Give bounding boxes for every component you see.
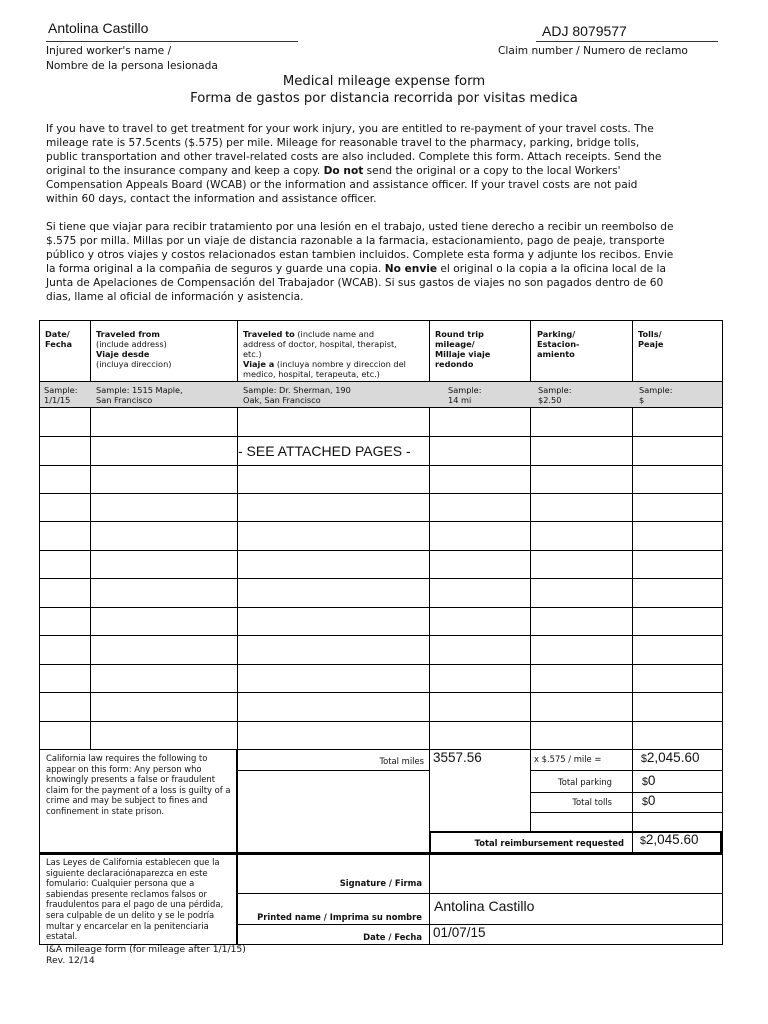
section-divider: [39, 852, 723, 855]
table-rule: [39, 607, 723, 608]
parking-total: [642, 773, 655, 788]
claim-number-value: ADJ 8079577: [542, 23, 627, 39]
table-rule: [39, 493, 723, 494]
col-header-text: (include name and: [294, 329, 375, 339]
total-tolls-label: Total tolls: [572, 797, 612, 807]
printed-name-label: Printed name / Imprima su nombre: [257, 912, 422, 922]
sample-text: 1/1/15: [44, 395, 71, 405]
col-header-text: Peaje: [638, 339, 664, 349]
table-rule: [530, 792, 722, 793]
table-rule: [39, 635, 723, 636]
intro-en-line: If you have to travel to get treatment for your work injury, you are entitled to re-payment of your travel costs. The: [46, 123, 654, 135]
intro-es-line: dias, llame al oficial de información y asistencia.: [46, 291, 304, 303]
sample-text: Sample:: [44, 385, 78, 395]
table-rule: [238, 893, 723, 894]
sample-parking: [538, 385, 571, 405]
miles-amount: [641, 750, 699, 765]
table-rule: [39, 407, 723, 408]
table-rule: [39, 749, 723, 750]
total-parking-label: Total parking: [558, 777, 612, 787]
footer-form-name: I&A mileage form (for mileage after 1/1/15): [46, 944, 246, 955]
tolls-total-value: 0: [647, 793, 656, 808]
intro-en-text: send the original or a copy to the local Workers': [363, 165, 621, 177]
sample-text: $2.50: [538, 395, 562, 405]
intro-es-text: el original o la copia a la oficina local de la: [437, 263, 666, 275]
table-rule: [39, 465, 723, 466]
worker-name-value: Antolina Castillo: [48, 20, 149, 36]
intro-en-line: mileage rate is 57.5cents ($.575) per mile. Mileage for reasonable travel to the pharmacy, parking, bridge tolls,: [46, 137, 640, 149]
table-rule: [39, 550, 723, 551]
title-en: Medical mileage expense form: [282, 74, 486, 89]
intro-en-line: public transportation and other travel-related costs are also included. Complete this form. Attach receipts. Send the: [46, 151, 662, 163]
intro-es-line: [46, 262, 718, 276]
table-border: [722, 320, 723, 749]
col-header-text: mileage/: [435, 339, 475, 349]
total-miles-label: Total miles: [379, 756, 424, 766]
legal-notice-es: Las Leyes de California establecen que la siguiente declaraciónaparezca en este fomulario: Cualquier persona que a sabiendas presente reclamos falsos or fraudulentos para el pago de una pérdida, sera culpable de un delito y se le podría multar y encarcelar en la penitenciaria estatal.: [46, 857, 224, 942]
dollar-sign: $: [641, 753, 647, 765]
total-reimbursement-value: 2,045.60: [645, 832, 699, 847]
col-header-parking: [537, 329, 579, 359]
sample-traveled-from: [96, 385, 183, 405]
dollar-sign: $: [642, 796, 648, 808]
intro-paragraph-en: [46, 122, 718, 206]
col-header-text: Date/: [45, 329, 70, 339]
table-rule: [39, 721, 723, 722]
total-reimbursement: [640, 832, 698, 847]
sample-text: Sample: 1515 Maple,: [96, 385, 183, 395]
claim-number-underline: [536, 41, 718, 42]
col-header-line: [243, 359, 406, 369]
sample-text: Sample:: [538, 385, 572, 395]
col-header-text: medico, hospital, terapeuta, etc.): [243, 369, 380, 379]
total-miles-value: 3557.56: [433, 750, 482, 765]
signature-label: Signature / Firma: [339, 878, 422, 888]
col-header-text: redondo: [435, 359, 474, 369]
sample-text: San Francisco: [96, 395, 153, 405]
table-border: [39, 749, 40, 945]
intro-en-line: [46, 164, 718, 178]
col-header-text: Millaje viaje: [435, 349, 491, 359]
sample-tolls: [639, 385, 672, 405]
intro-es-line: $.575 por milla. Millas por un viaje de distancia razonable a la farmacia, estacionamiento, pago de peaje, transporte: [46, 235, 665, 247]
col-header-text: Tolls/: [638, 329, 662, 339]
intro-es-text: la forma original a la compañia de seguros y guarde una copia.: [46, 263, 385, 275]
table-rule: [530, 770, 722, 771]
column-divider: [632, 749, 633, 853]
col-header-text: Parking/: [537, 329, 576, 339]
worker-name-label-en: Injured worker's name /: [46, 45, 172, 57]
printed-name-value: Antolina Castillo: [434, 898, 535, 914]
intro-es-line: Junta de Apelaciones de Compensación del Trabajador (WCAB). Si sus gastos de viajes no son pagados dentro de 60: [46, 277, 664, 289]
column-divider: [429, 831, 431, 853]
col-header-text: (include address): [96, 339, 167, 349]
col-header-text: Traveled from: [96, 329, 160, 339]
col-header-text: amiento: [537, 349, 575, 359]
date-value: 01/07/15: [433, 925, 486, 940]
col-header-round-trip: [435, 329, 490, 369]
worker-name-label-es: Nombre de la persona lesionada: [46, 60, 218, 72]
sample-text: $: [639, 395, 645, 405]
see-attached-pages: - SEE ATTACHED PAGES -: [238, 443, 411, 459]
col-header-text: address of doctor, hospital, therapist,: [243, 339, 397, 349]
dollar-sign: $: [640, 835, 646, 847]
total-reimbursement-label: Total reimbursement requested: [474, 838, 624, 848]
col-header-text: Round trip: [435, 329, 484, 339]
miles-amount-value: 2,045.60: [646, 750, 700, 765]
table-rule: [39, 578, 723, 579]
col-header-text: Traveled to: [243, 329, 295, 339]
claim-number-label: Claim number / Numero de reclamo: [498, 45, 688, 57]
col-header-text: Estacion-: [537, 339, 580, 349]
sample-text: Sample:: [639, 385, 673, 395]
date-label: Date / Fecha: [363, 932, 422, 942]
col-header-line: [243, 329, 406, 339]
col-header-date: [45, 329, 72, 349]
sample-text: Sample: Dr. Sherman, 190: [243, 385, 351, 395]
table-border: [39, 320, 723, 321]
col-header-tolls: [638, 329, 663, 349]
sample-date: [44, 385, 77, 405]
sample-round-trip: [448, 385, 481, 405]
intro-en-line: within 60 days, contact the information and assistance officer.: [46, 193, 377, 205]
intro-en-text: original to the insurance company and keep a copy.: [46, 165, 324, 177]
col-header-text: (incluya direccion): [96, 359, 172, 369]
col-header-text: Viaje desde: [96, 349, 150, 359]
table-rule: [39, 664, 723, 665]
table-rule: [39, 521, 723, 522]
col-header-text: etc.): [243, 349, 262, 359]
sample-text: 14 mi: [448, 395, 472, 405]
rate-label: x $.575 / mile =: [534, 754, 602, 764]
column-divider: [530, 749, 531, 832]
table-rule: [39, 692, 723, 693]
intro-en-bold: Do not: [323, 165, 364, 177]
table-rule: [39, 436, 723, 437]
column-divider: [429, 749, 430, 832]
sample-text: Oak, San Francisco: [243, 395, 321, 405]
col-header-traveled-to: [243, 329, 406, 379]
col-header-traveled-from: [96, 329, 171, 369]
sample-traveled-to: [243, 385, 351, 405]
intro-es-line: Si tiene que viajar para recibir tratamiento por una lesión en el trabajo, usted tiene derecho a recibir un reembolso de: [46, 221, 674, 233]
intro-en-line: Compensation Appeals Board (WCAB) or the information and assistance officer. If your travel costs are not paid: [46, 179, 638, 191]
column-divider: [429, 855, 430, 945]
title-es: Forma de gastos por distancia recorrida por visitas medica: [190, 91, 578, 106]
col-header-text: Fecha: [45, 339, 73, 349]
table-rule: [238, 770, 430, 771]
parking-total-value: 0: [647, 773, 656, 788]
legal-notice-en: California law requires the following to appear on this form: Any person who knowingly presents a false or fraudulent claim for the payment of a loss is guilty of a crime and may be subject to fines and confinement in state prison.: [46, 753, 231, 816]
intro-es-bold: No envie: [384, 263, 438, 275]
dollar-sign: $: [642, 776, 648, 788]
table-rule: [530, 812, 722, 813]
intro-paragraph-es: [46, 220, 718, 304]
sample-text: Sample:: [448, 385, 482, 395]
section-divider: [236, 749, 238, 945]
tolls-total: [642, 793, 655, 808]
footer-revision: Rev. 12/14: [46, 955, 95, 966]
col-header-text: Viaje a: [243, 359, 275, 369]
worker-name-underline: [46, 41, 298, 42]
table-border: [720, 831, 723, 853]
intro-es-line: público y otros viajes y costos relacionados estan tambien incluidos. Complete esta forma y adjunte los recibos. Envie: [46, 249, 674, 261]
col-header-text: (incluya nombre y direccion del: [274, 359, 406, 369]
